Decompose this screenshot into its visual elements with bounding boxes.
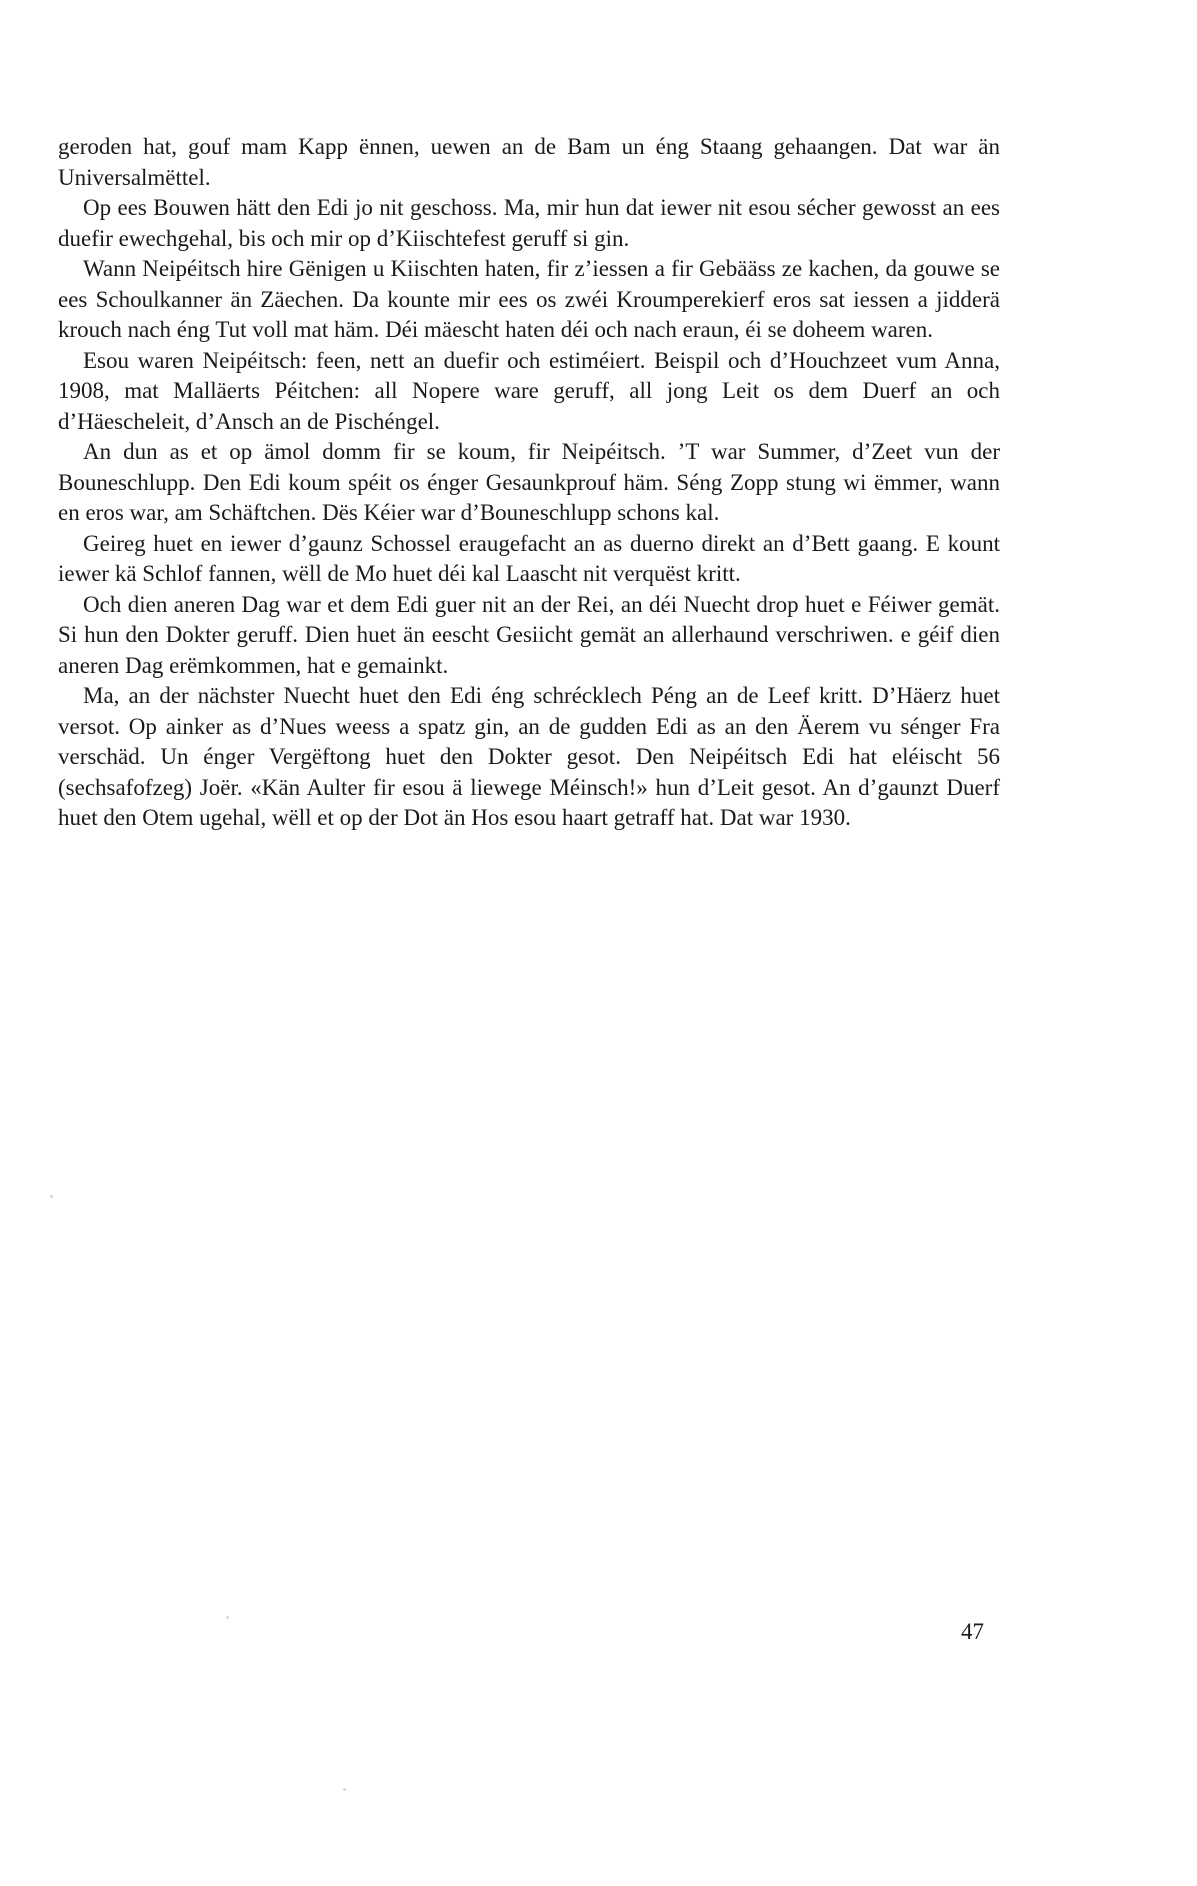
- paragraph-8: Ma, an der nächster Nuecht huet den Edi éng schrécklech Péng an de Leef kritt. D’Häerz huet versot. Op ainker as d’Nues weess a spatz gin, an de gudden Edi as an den Äerem vu sénger Fra verschäd. Un énger Vergëftong huet den Dokter gesot. Den Neipéitsch Edi hat eléischt 56 (sechsafofzeg) Joër. «Kän Aulter fir esou ä liewege Méinsch!» hun d’Leit gesot. An d’gaunzt Duerf huet den Otem ugehal, wëll et op der Dot än Hos esou haart getraff hat. Dat war 1930.: [58, 683, 1000, 830]
- paragraph-1: geroden hat, gouf mam Kapp ënnen, uewen an de Bam un éng Staang gehaangen. Dat war än Universalmëttel.: [58, 134, 1000, 190]
- scan-speck: [343, 1788, 346, 1791]
- scan-speck: [226, 1616, 229, 1619]
- scan-speck: [50, 1195, 53, 1198]
- paragraph-5: An dun as et op ämol domm fir se koum, fir Neipéitsch. ’T war Summer, d’Zeet vun der Bouneschlupp. Den Edi koum spéit os énger Gesaunkprouf häm. Séng Zopp stung wi ëmmer, wann en eros war, am Schäftchen. Dës Kéier war d’Bouneschlupp schons kal.: [58, 439, 1000, 525]
- page-number: 47: [961, 1619, 984, 1644]
- paragraph-6: Geireg huet en iewer d’gaunz Schossel eraugefacht an as duerno direkt an d’Bett gaang. E kount iewer kä Schlof fannen, wëll de Mo huet déi kal Laascht nit verquëst kritt.: [58, 530, 1000, 586]
- paragraph-4: Esou waren Neipéitsch: feen, nett an duefir och estiméiert. Beispil och d’Houchzeet vum Anna, 1908, mat Malläerts Péitchen: all Nopere ware geruff, all jong Leit os dem Duerf an och d’Häescheleit, d’Ansch an de Pischéngel.: [58, 347, 1000, 434]
- body-text: [58, 132, 1000, 834]
- paragraph-7: Och dien aneren Dag war et dem Edi guer nit an der Rei, an déi Nuecht drop huet e Féiwer gemät. Si hun den Dokter geruff. Dien huet än eescht Gesiicht gemät an allerhaund verschriwen. e géif dien aneren Dag erëmkommen, hat e gemainkt.: [58, 591, 1000, 678]
- paragraph-2: Op ees Bouwen hätt den Edi jo nit geschoss. Ma, mir hun dat iewer nit esou sécher gewosst an ees duefir ewechgehal, bis och mir op d’Kiischtefest geruff si gin.: [58, 195, 1000, 251]
- paragraph-3: Wann Neipéitsch hire Gënigen u Kiischten haten, fir z’iessen a fir Gebääss ze kachen, da gouwe se ees Schoulkanner än Zäechen. Da kounte mir ees os zwéi Kroumperekierf eros sat iessen a jidderä krouch nach éng Tut voll mat häm. Déi mäescht haten déi och nach eraun, éi se doheem waren.: [58, 256, 1000, 342]
